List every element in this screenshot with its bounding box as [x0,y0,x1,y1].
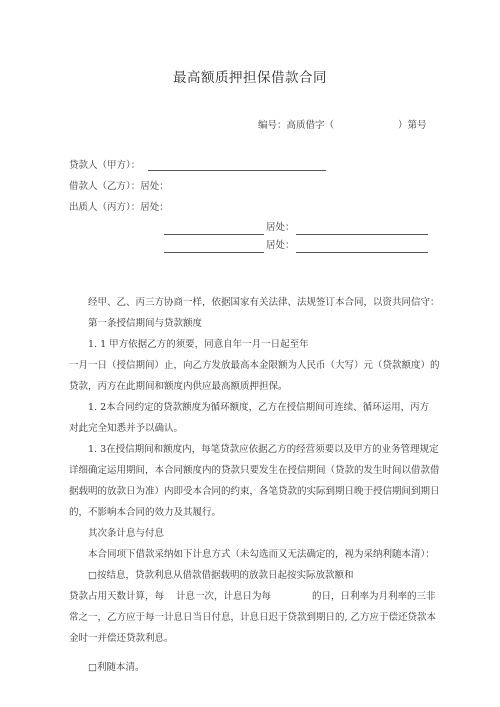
article-1-heading: 第一条授信期间与贷款额度 [88,318,203,329]
intro-paragraph: 经甲、乙、丙三方协商一样，依据国家有关法律、法规签订本合同，以资共同信守： [88,297,440,308]
clause-1-1-line-3: 贷款，丙方在此期间和额度内供应最高额质押担保。 [69,381,288,392]
clause-1-1-line-2: 一月一日（授信期间）止，向乙方发放最高本金限额为人民币（大写）元（贷款额度）的 [69,360,440,371]
document-title: 最高额质押担保借款合同 [173,70,327,86]
address-label-1: 居处： [266,222,295,233]
address-blank-line-1 [296,234,428,235]
option-periodic-interest-line-4: 金时一并偿还贷款利息。 [69,633,174,644]
pledgor-label: 出质人（丙方）：居处： [69,202,169,213]
signatory-blank-line-1 [164,234,264,235]
option-interest-with-principal: □利随本清。 [88,662,145,673]
clause-1-2-line-1: 1. 2本合同约定的贷款额度为循环额度，乙方在授信期间可连续、循环运用，丙方 [88,402,430,413]
option-periodic-interest-line-1: □按结息，贷款利息从借款借据载明的放款日起按实际放款额和 [88,570,354,581]
option-periodic-interest-line-2b: 计息一次，计息日为每 [176,591,272,602]
option-periodic-interest-line-2c: 的日，日利率为月利率的三非 [312,591,436,602]
option-periodic-interest-line-2a: 贷款占用天数计算，每 [69,591,165,602]
clause-1-3-line-1: 1. 3在授信期间和额度内，每笔贷款应依据乙方的经营须要以及甲方的业务管理规定 [88,444,439,455]
signatory-blank-line-2 [164,252,264,253]
clause-1-3-line-3: 据载明的放款日为准）内即受本合同的约束，各笔贷款的实际到期日晚于授信期间到期日 [69,486,440,497]
clause-1-2-line-2: 对此完全知悉并予以确认。 [69,423,184,434]
clause-1-3-line-2: 详细确定运用期间，本合同额度内的贷款只要发生在授信期间（贷款的发生时间以借款借 [69,465,440,476]
clause-1-3-line-4: 的，不影响本合同的效力及其履行。 [69,507,222,518]
article-2-heading: 其次条计息与付息 [88,528,165,539]
contract-number-prefix: 编号：高质借字（ [258,120,335,131]
option-periodic-interest-line-3: 常之一，乙方应于每一计息日当日付息，计息日迟于贷款到期日的, 乙方应于偿还贷款本 [69,612,437,623]
clause-1-1-line-1: 1. 1 甲方依据乙方的须要，同意自年一月一日起至年 [88,339,309,350]
borrower-label: 借款人（乙方）：居处： [69,181,169,192]
address-label-2: 居处： [266,240,295,251]
address-blank-line-2 [296,252,428,253]
lender-blank-line [148,170,326,171]
contract-number-suffix: ）第号 [398,120,427,131]
interest-method-intro: 本合同项下借款采纳如下计息方式（未勾选而又无法确定的，视为采纳利随本清）： [88,549,435,560]
lender-label: 贷款人（甲方）： [69,160,141,171]
